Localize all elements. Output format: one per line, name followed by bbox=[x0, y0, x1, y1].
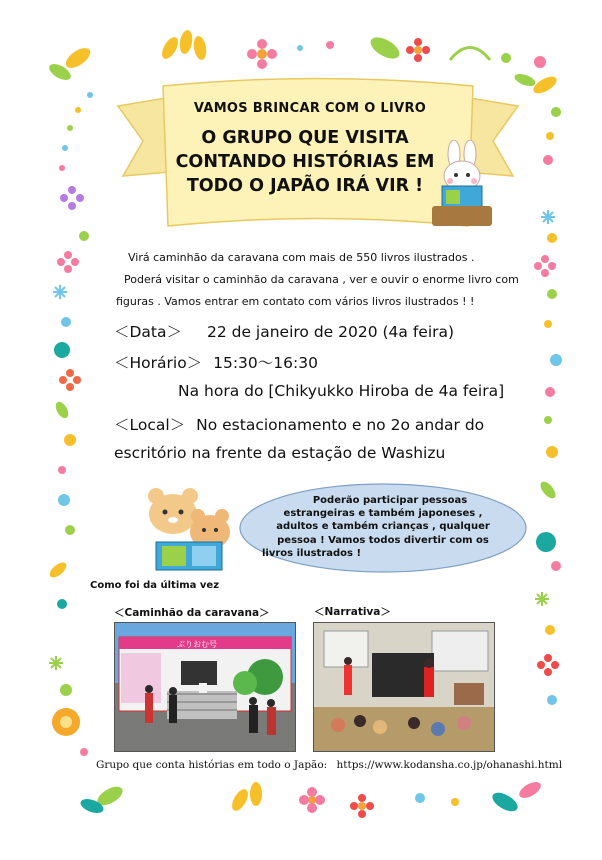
date-label: ＜Data＞ bbox=[114, 323, 183, 341]
flower-icon bbox=[247, 39, 277, 69]
leaf-icon bbox=[367, 33, 403, 63]
intro-line: Virá caminhão da caravana com mais de 550 livros ilustrados . bbox=[128, 251, 475, 264]
time-label: ＜Horário＞ bbox=[114, 354, 203, 372]
leaf-icon bbox=[47, 560, 69, 581]
bubble-line: Poderão participar pessoas bbox=[312, 495, 468, 506]
leaf-icon bbox=[489, 779, 543, 815]
place-label: ＜Local＞ bbox=[114, 416, 186, 434]
last-time-heading: Como foi da última vez bbox=[90, 580, 220, 591]
narrative-caption: ＜Narrativa＞ bbox=[314, 606, 391, 618]
date-value: 22 de janeiro de 2020 (4a feira) bbox=[206, 323, 455, 341]
intro-line: figuras . Vamos entrar em contato com vários livros ilustrados ! ! bbox=[116, 295, 475, 308]
bubble-text bbox=[258, 494, 508, 560]
bunny-reading-illustration bbox=[428, 140, 498, 230]
leaf-icon bbox=[47, 44, 94, 83]
intro-line: Poderá visitar o caminhão da caravana , ver e ouvir o enorme livro com bbox=[124, 273, 519, 286]
banner-title bbox=[150, 126, 460, 198]
flower-icon bbox=[537, 654, 559, 676]
place-value: No estacionamento e no 2o andar do bbox=[196, 416, 485, 434]
caravan-photo-image bbox=[115, 623, 295, 751]
snowflake-icon bbox=[541, 210, 555, 224]
leaf-icon bbox=[159, 29, 208, 61]
flower-icon bbox=[406, 38, 430, 62]
flower-icon bbox=[350, 794, 374, 818]
bears-reading-illustration bbox=[138, 484, 238, 576]
bubble-line: estrangeiras e também japoneses , bbox=[283, 508, 483, 520]
narrative-photo-image bbox=[314, 623, 494, 751]
bubble-line: adultos e também crianças , qualquer bbox=[276, 521, 490, 533]
truck-sign: ぶりおむ号 bbox=[177, 640, 217, 649]
flower-icon bbox=[299, 787, 325, 813]
bubble-line: pessoa ! Vamos todos divertir com os bbox=[277, 534, 489, 546]
date-row bbox=[114, 320, 454, 342]
banner-title-line: TODO O JAPÃO IRÁ VIR ! bbox=[186, 176, 424, 196]
footer-url-link[interactable]: https://www.kodansha.co.jp/ohanashi.html bbox=[336, 759, 563, 771]
banner-subtitle: VAMOS BRINCAR COM O LIVRO bbox=[193, 101, 427, 116]
time-row bbox=[114, 351, 318, 373]
leaf-icon bbox=[79, 783, 126, 816]
banner-title-line: O GRUPO QUE VISITA bbox=[201, 128, 409, 148]
flower-icon bbox=[57, 251, 79, 273]
flower-icon bbox=[59, 369, 81, 391]
place-row bbox=[114, 413, 484, 435]
snowflake-icon bbox=[49, 656, 63, 670]
time-value: 15:30～16:30 bbox=[213, 354, 318, 372]
place-value-cont: escritório na frente da estação de Washizu bbox=[114, 444, 446, 462]
banner-title-line: CONTANDO HISTÓRIAS EM bbox=[175, 152, 435, 172]
footer bbox=[96, 759, 562, 771]
caravan-caption: ＜Caminhão da caravana＞ bbox=[114, 607, 270, 619]
time-note: Na hora do [Chikyukko Hiroba de 4a feira] bbox=[178, 382, 505, 400]
leaf-icon bbox=[538, 479, 559, 501]
narrative-photo bbox=[313, 622, 495, 752]
footer-label: Grupo que conta histórias em todo o Japão: bbox=[96, 759, 328, 771]
leaf-icon bbox=[229, 782, 262, 813]
sunflower-icon bbox=[52, 708, 80, 736]
bubble-line: livros ilustrados ! bbox=[262, 547, 362, 559]
snowflake-icon bbox=[53, 285, 67, 299]
snowflake-icon bbox=[535, 592, 549, 606]
flower-icon bbox=[534, 255, 556, 277]
flower-icon bbox=[60, 186, 84, 210]
intro-text bbox=[116, 247, 526, 313]
caravan-photo bbox=[114, 622, 296, 752]
